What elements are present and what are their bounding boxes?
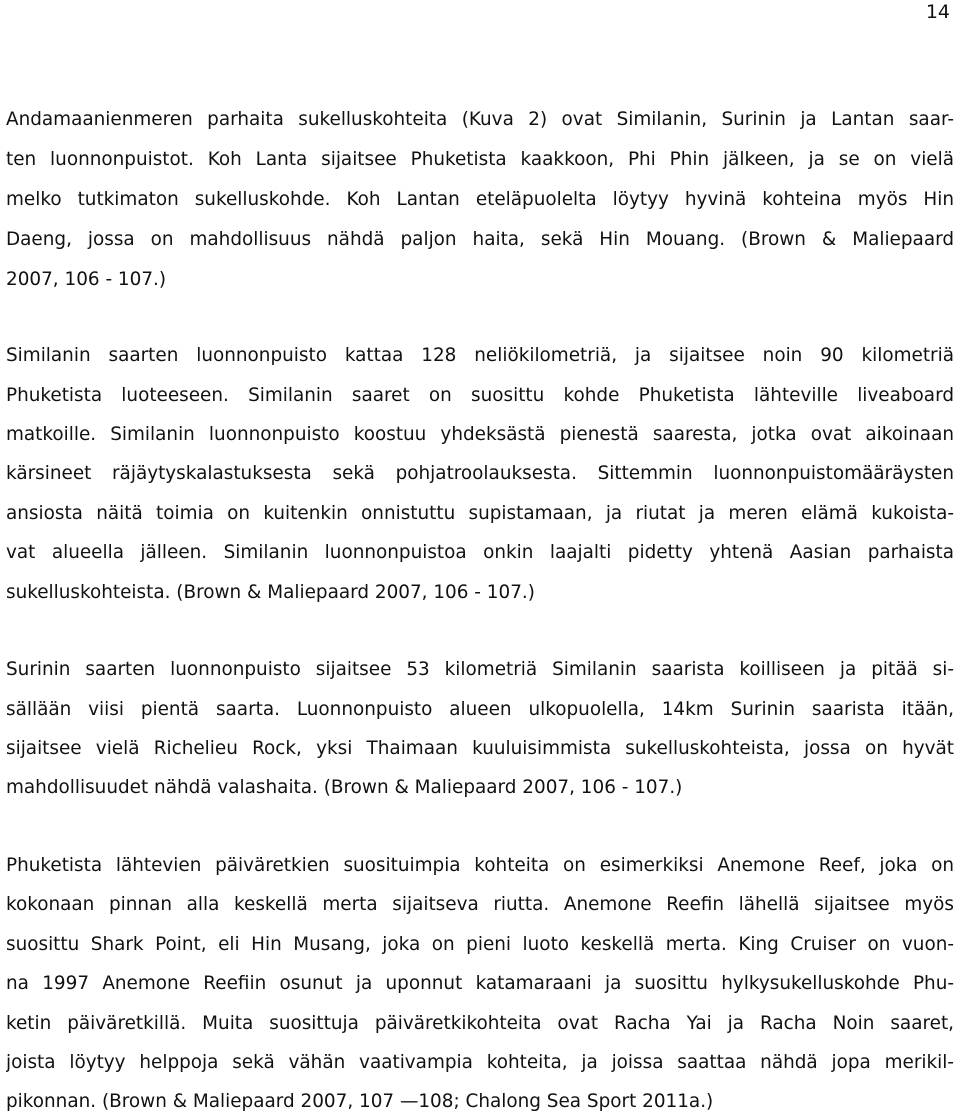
text-line: ansiosta näitä toimia on kuitenkin onnistuttu supistamaan, ja riutat ja meren elämä kukoista- [6,503,954,524]
text-line: ten luonnonpuistot. Koh Lanta sijaitsee Phuketista kaakkoon, Phi Phin jälkeen, ja se on vielä [6,149,954,170]
text-line: mahdollisuudet nähdä valashaita. (Brown & Maliepaard 2007, 106 - 107.) [6,777,683,798]
text-line: joista löytyy helppoja sekä vähän vaativampia kohteita, ja joissa saattaa nähdä jopa merikil- [6,1052,954,1073]
page-number: 14 [925,1,950,23]
text-line: pikonnan. (Brown & Maliepaard 2007, 107 —108; Chalong Sea Sport 2011a.) [6,1091,714,1112]
text-line: kärsineet räjäytyskalastuksesta sekä pohjatroolauksesta. Sittemmin luonnonpuistomääräysten [6,463,954,484]
text-line: Phuketista lähtevien päiväretkien suosituimpia kohteita on esimerkiksi Anemone Reef, joka on [6,855,954,876]
text-line: Surinin saarten luonnonpuisto sijaitsee 53 kilometriä Similanin saarista koilliseen ja pitää si- [6,659,954,680]
text-line: sällään viisi pientä saarta. Luonnonpuisto alueen ulkopuolella, 14km Surinin saarista itään, [6,699,954,720]
text-line: suosittu Shark Point, eli Hin Musang, joka on pieni luoto keskellä merta. King Cruiser on vuon- [6,934,954,955]
text-line: ketin päiväretkillä. Muita suosittuja päiväretkikohteita ovat Racha Yai ja Racha Noin saaret, [6,1013,954,1034]
text-line: Similanin saarten luonnonpuisto kattaa 128 neliökilometriä, ja sijaitsee noin 90 kilometriä [6,345,954,366]
text-line: kokonaan pinnan alla keskellä merta sijaitseva riutta. Anemone Reefin lähellä sijaitsee myös [6,894,954,915]
text-line: matkoille. Similanin luonnonpuisto koostuu yhdeksästä pienestä saaresta, jotka ovat aikoinaan [6,424,954,445]
text-line: melko tutkimaton sukelluskohde. Koh Lantan eteläpuolelta löytyy hyvinä kohteina myös Hin [6,189,954,210]
text-line: na 1997 Anemone Reefiin osunut ja uponnut katamaraani ja suosittu hylkysukelluskohde Phu- [6,973,954,994]
text-line: Phuketista luoteeseen. Similanin saaret on suosittu kohde Phuketista lähteville liveaboard [6,385,954,406]
text-line: 2007, 106 - 107.) [6,269,167,290]
text-line: sukelluskohteista. (Brown & Maliepaard 2007, 106 - 107.) [6,582,535,603]
text-line: Andamaanienmeren parhaita sukelluskohteita (Kuva 2) ovat Similanin, Surinin ja Lantan saar- [6,109,954,130]
text-line: vat alueella jälleen. Similanin luonnonpuistoa onkin laajalti pidetty yhtenä Aasian parhaista [6,542,954,563]
text-line: sijaitsee vielä Richelieu Rock, yksi Thaimaan kuuluisimmista sukelluskohteista, jossa on hyvät [6,738,954,759]
text-line: Daeng, jossa on mahdollisuus nähdä paljon haita, sekä Hin Mouang. (Brown & Maliepaard [6,229,954,250]
